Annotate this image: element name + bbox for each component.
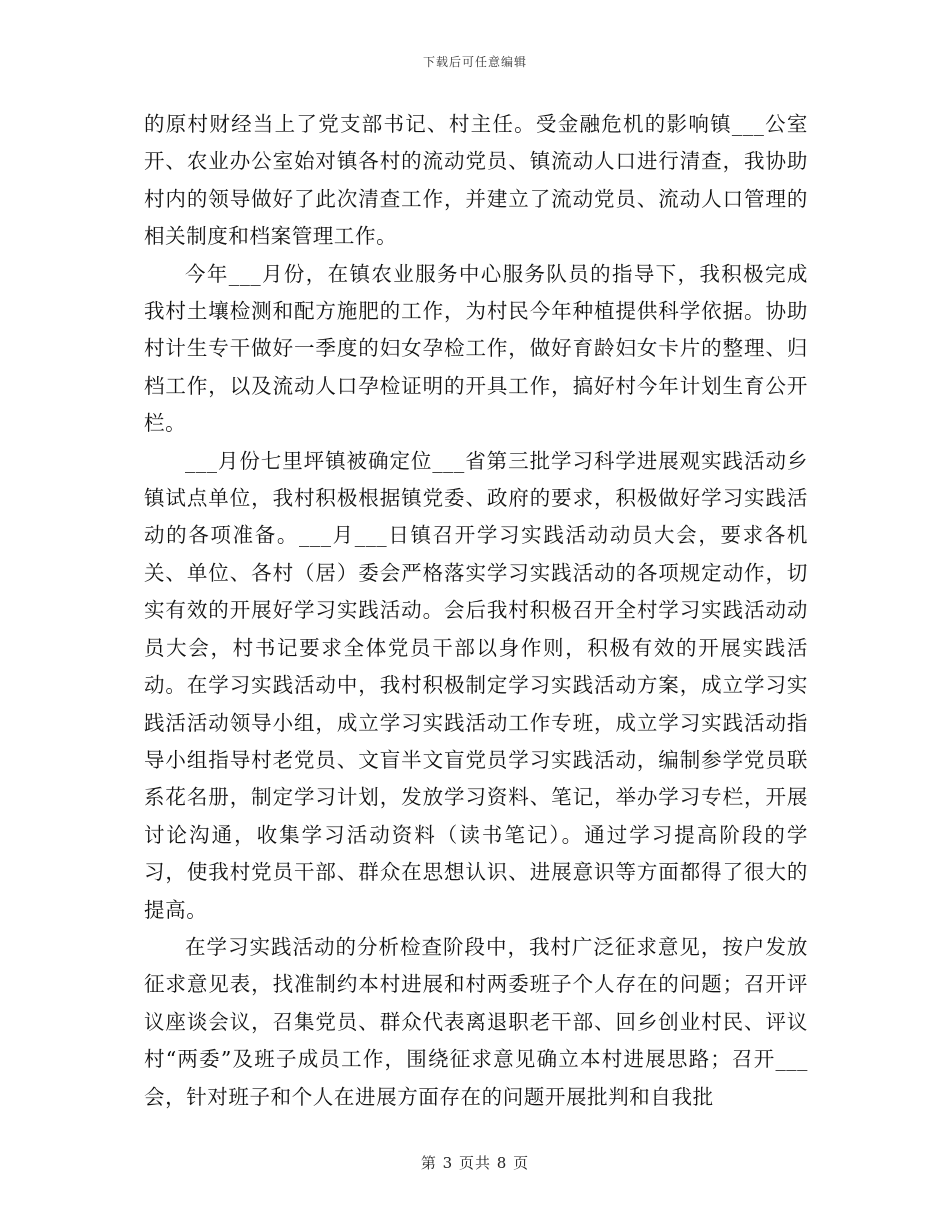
paragraph-2: 今年___月份，在镇农业服务中心服务队员的指导下，我积极完成我村土壤检测和配方施肥的工作，为村民今年种植提供科学依据。协助村计生专干做好一季度的妇女孕检工作，做好育龄妇女卡片的整理、归档工作，以及流动人口孕检证明的开具工作，搞好村今年计划生育公开栏。 bbox=[144, 261, 808, 436]
document-body bbox=[144, 106, 808, 1116]
page-header-note: 下载后可任意编辑 bbox=[422, 55, 527, 69]
paragraph-4: 在学习实践活动的分析检查阶段中，我村广泛征求意见，按户发放征求意见表，找准制约本村进展和村两委班子个人存在的问题；召开评议座谈会议，召集党员、群众代表离退职老干部、回乡创业村民、评议村“两委”及班子成员工作，围绕征求意见确立本村进展思路；召开___会，针对班子和个人在进展方面存在的问题开展批判和自我批 bbox=[144, 934, 808, 1109]
page-number: 第 3 页共 8 页 bbox=[420, 1154, 530, 1172]
paragraph-1: 的原村财经当上了党支部书记、村主任。受金融危机的影响镇___公室开、农业办公室始对镇各村的流动党员、镇流动人口进行清查，我协助村内的领导做好了此次清查工作，并建立了流动党员、流动人口管理的相关制度和档案管理工作。 bbox=[144, 112, 808, 249]
paragraph-3: ___月份七里坪镇被确定位___省第三批学习科学进展观实践活动乡镇试点单位，我村积极根据镇党委、政府的要求，积极做好学习实践活动的各项准备。___月___日镇召开学习实践活动动员大会，要求各机关、单位、各村（居）委会严格落实学习实践活动的各项规定动作，切实有效的开展好学习实践活动。会后我村积极召开全村学习实践活动动员大会，村书记要求全体党员干部以身作则，积极有效的开展实践活动。在学习实践活动中，我村积极制定学习实践活动方案，成立学习实践活活动领导小组，成立学习实践活动工作专班，成立学习实践活动指导小组指导村老党员、文盲半文盲党员学习实践活动，编制参学党员联系花名册，制定学习计划，发放学习资料、笔记，举办学习专栏，开展讨论沟通，收集学习活动资料（读书笔记）。通过学习提高阶段的学习，使我村党员干部、群众在思想认识、进展意识等方面都得了很大的提高。 bbox=[144, 448, 808, 922]
